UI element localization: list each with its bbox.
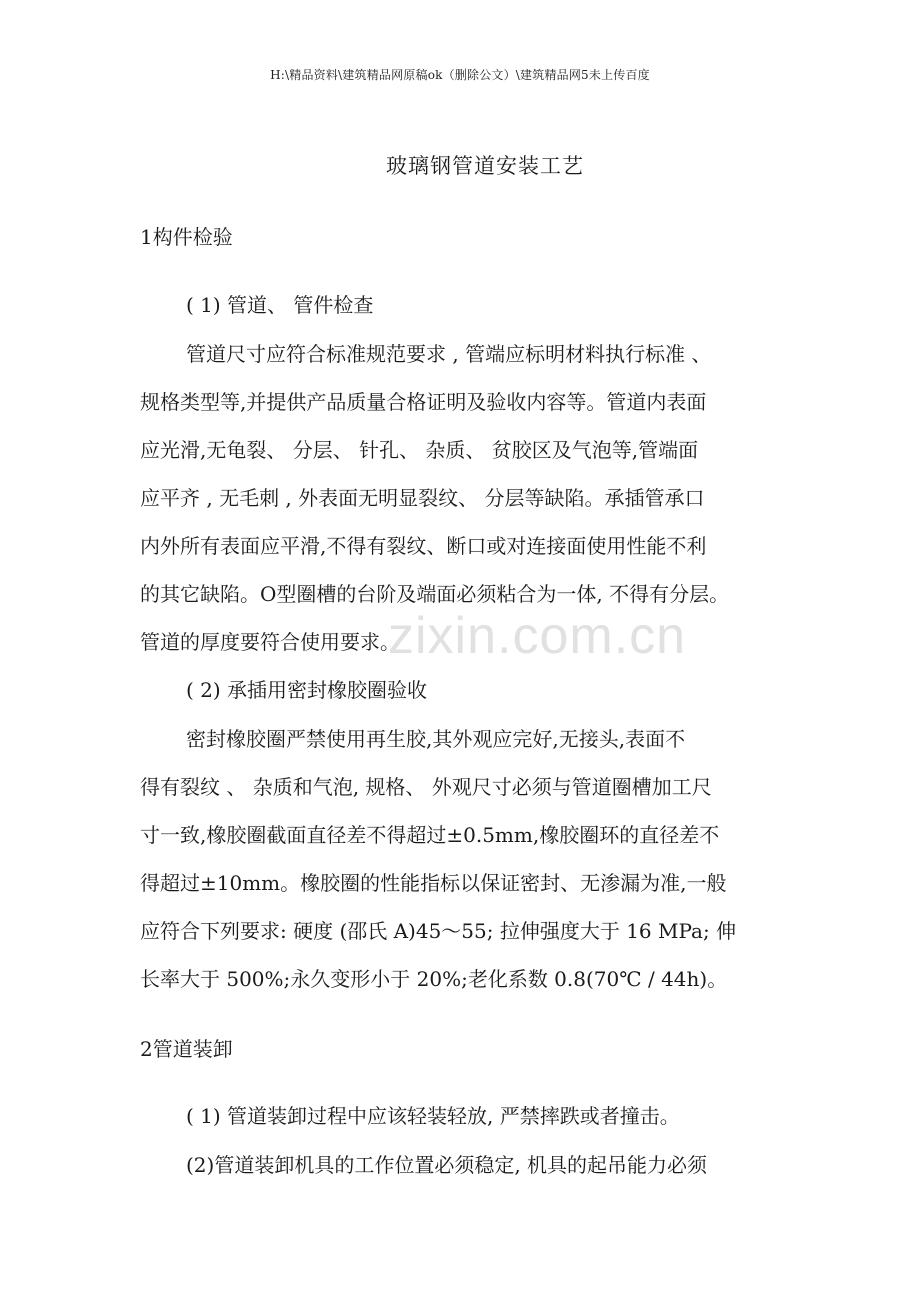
paragraph-line: 内外所有表面应平滑,不得有裂纹、断口或对连接面使用性能不利 [140,534,707,558]
paragraph-line: 得超过±10mm。橡胶圈的性能指标以保证密封、无渗漏为准,一般 [140,871,727,895]
paragraph-line: 应光滑,无龟裂、 分层、 针孔、 杂质、 贫胶区及气泡等,管端面 [140,438,699,462]
paragraph-line: 管道的厚度要符合使用要求。 [140,630,400,654]
paragraph-line: 的其它缺陷。O型圈槽的台阶及端面必须粘合为一体, 不得有分层。 [140,582,730,606]
subsection-heading-1-2: ( 2) 承插用密封橡胶圈验收 [186,678,428,702]
paragraph-line: 规格类型等,并提供产品质量合格证明及验收内容等。管道内表面 [140,390,707,414]
subsection-heading-1-1: ( 1) 管道、 管件检查 [186,293,374,317]
section-heading-2: 2管道装卸 [140,1037,233,1061]
paragraph-line: (2)管道装卸机具的工作位置必须稳定, 机具的起吊能力必须 [186,1153,708,1177]
section-heading-1: 1构件检验 [140,225,233,249]
file-path-header: H:\精品资料\建筑精品网原稿ok（删除公文）\建筑精品网5未上传百度 [270,68,650,82]
paragraph-line: 应符合下列要求: 硬度 (邵氏 A)45～55; 拉伸强度大于 16 MPa; 伸 [140,919,737,943]
paragraph-line: 长率大于 500%;永久变形小于 20%;老化系数 0.8(70℃ / 44h)。 [140,967,728,991]
paragraph-line: 应平齐 , 无毛刺 , 外表面无明显裂纹、 分层等缺陷。承插管承口 [140,486,705,510]
paragraph-line: ( 1) 管道装卸过程中应该轻装轻放, 严禁摔跌或者撞击。 [186,1104,680,1128]
document-title: 玻璃钢管道安装工艺 [386,154,584,178]
paragraph-line: 密封橡胶圈严禁使用再生胶,其外观应完好,无接头,表面不 [186,727,686,751]
paragraph-line: 管道尺寸应符合标准规范要求 , 管端应标明材料执行标准 、 [186,342,712,366]
watermark: zixin.com.cn [388,607,687,665]
paragraph-line: 寸一致,橡胶圈截面直径差不得超过±0.5mm,橡胶圈环的直径差不 [140,823,720,847]
paragraph-line: 得有裂纹 、 杂质和气泡, 规格、 外观尺寸必须与管道圈槽加工尺 [140,775,712,799]
